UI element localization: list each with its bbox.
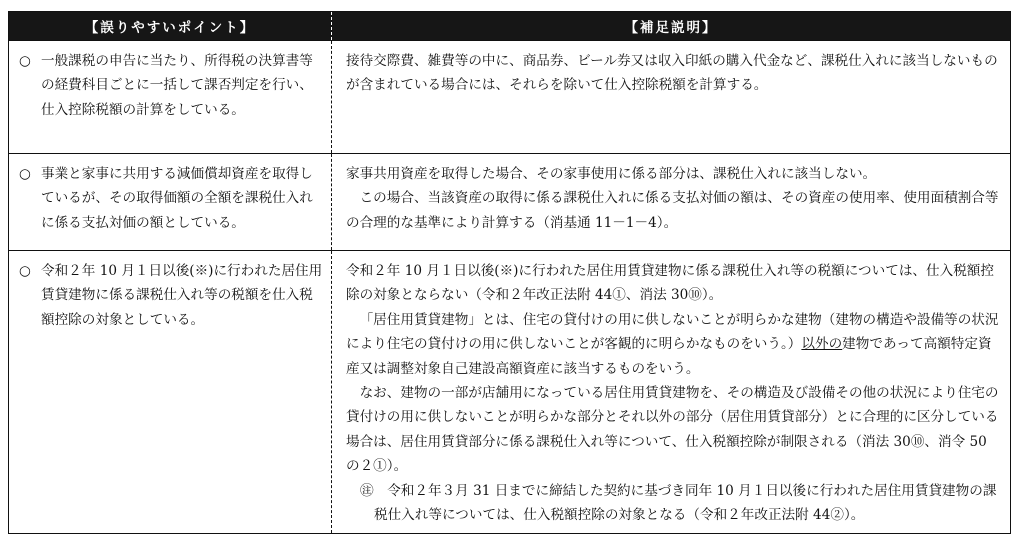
explanation-cell (332, 251, 1011, 534)
explanation-cell (332, 154, 1011, 251)
explanation-paragraph: 接待交際費、雑費等の中に、商品券、ビール券又は収入印紙の購入代金など、課税仕入れに該当しないものが含まれている場合には、それらを除いて仕入控除税額を計算する。 (346, 53, 998, 94)
explanation-cell (332, 41, 1011, 154)
explanation-paragraph: なお、建物の一部が店舗用になっている居住用賃貸建物を、その構造及び設備その他の状況により住宅の貸付けの用に供しないことが明らかな部分とそれ以外の部分（居住用賃貸部分）とに合理的に区分している場合は、居住用賃貸部分に係る課税仕入れ等について、仕入税額控除が制限される（消法 30⑩、消令 50 の２①）。 (346, 385, 999, 475)
note-mark: ㊟ (360, 482, 374, 499)
explanation-paragraph: 令和２年 10 月１日以後(※)に行われた居住用賃貸建物に係る課税仕入れ等の税額については、仕入税額控除の対象とならない（令和２年改正法附 44①、消法 30⑩）。 (346, 263, 994, 304)
table-row (9, 251, 1011, 534)
error-point (19, 162, 325, 235)
explanation-paragraph: 家事共用資産を取得した場合、その家事使用に係る部分は、課税仕入れに該当しない。 (346, 166, 877, 182)
header-supplementary-explanation: 【補足説明】 (332, 12, 1011, 41)
table-row (9, 41, 1011, 154)
error-point-cell (9, 154, 332, 251)
footnote-text: 令和２年３月 31 日までに締結した契約に基づき同年 10 月１日以後に行われた居住用賃貸建物の課税仕入れ等については、仕入税額控除の対象となる（令和２年改正法附 44②）。 (374, 482, 997, 524)
error-point-cell (9, 251, 332, 534)
residential-rental-definition-end: 建物であって高額特定資産又は調整対象自己建設高額資産に該当するものをいう。 (346, 336, 992, 377)
header-common-errors: 【誤りやすいポイント】 (9, 12, 332, 41)
explanation-paragraph (346, 308, 1004, 381)
footnote (346, 479, 1004, 528)
header-row (9, 12, 1011, 41)
residential-rental-definition: 「居住用賃貸建物」とは、住宅の貸付けの用に供しないことが明らかな建物（建物の構造や設備等の状況により住宅の貸付けの用に供しないことが客観的に明らかなものをいう。） (346, 311, 999, 353)
circle-mark: ○ (19, 263, 31, 279)
error-point-cell (9, 41, 332, 154)
error-point-text: 事業と家事に共用する減価償却資産を取得しているが、その取得価額の全額を課税仕入れに係る支払対価の額としている。 (41, 166, 313, 231)
circle-mark: ○ (19, 53, 31, 69)
error-point-text: 一般課税の申告に当たり、所得税の決算書等の経費科目ごとに一括して課否判定を行い、仕入控除税額の計算をしている。 (41, 53, 313, 118)
common-errors-table (8, 11, 1011, 534)
error-point (19, 49, 325, 122)
table-row (9, 154, 1011, 251)
error-point-text: 令和２年 10 月１日以後(※)に行われた居住用賃貸建物に係る課税仕入れ等の税額を仕入税額控除の対象としている。 (41, 263, 323, 328)
explanation-paragraph: この場合、当該資産の取得に係る課税仕入れに係る支払対価の額は、その資産の使用率、使用面積割合等の合理的な基準により計算する（消基通 11－1－4）。 (346, 190, 999, 231)
error-point (19, 259, 325, 332)
circle-mark: ○ (19, 166, 31, 182)
underlined-text: 以外の (801, 336, 843, 353)
